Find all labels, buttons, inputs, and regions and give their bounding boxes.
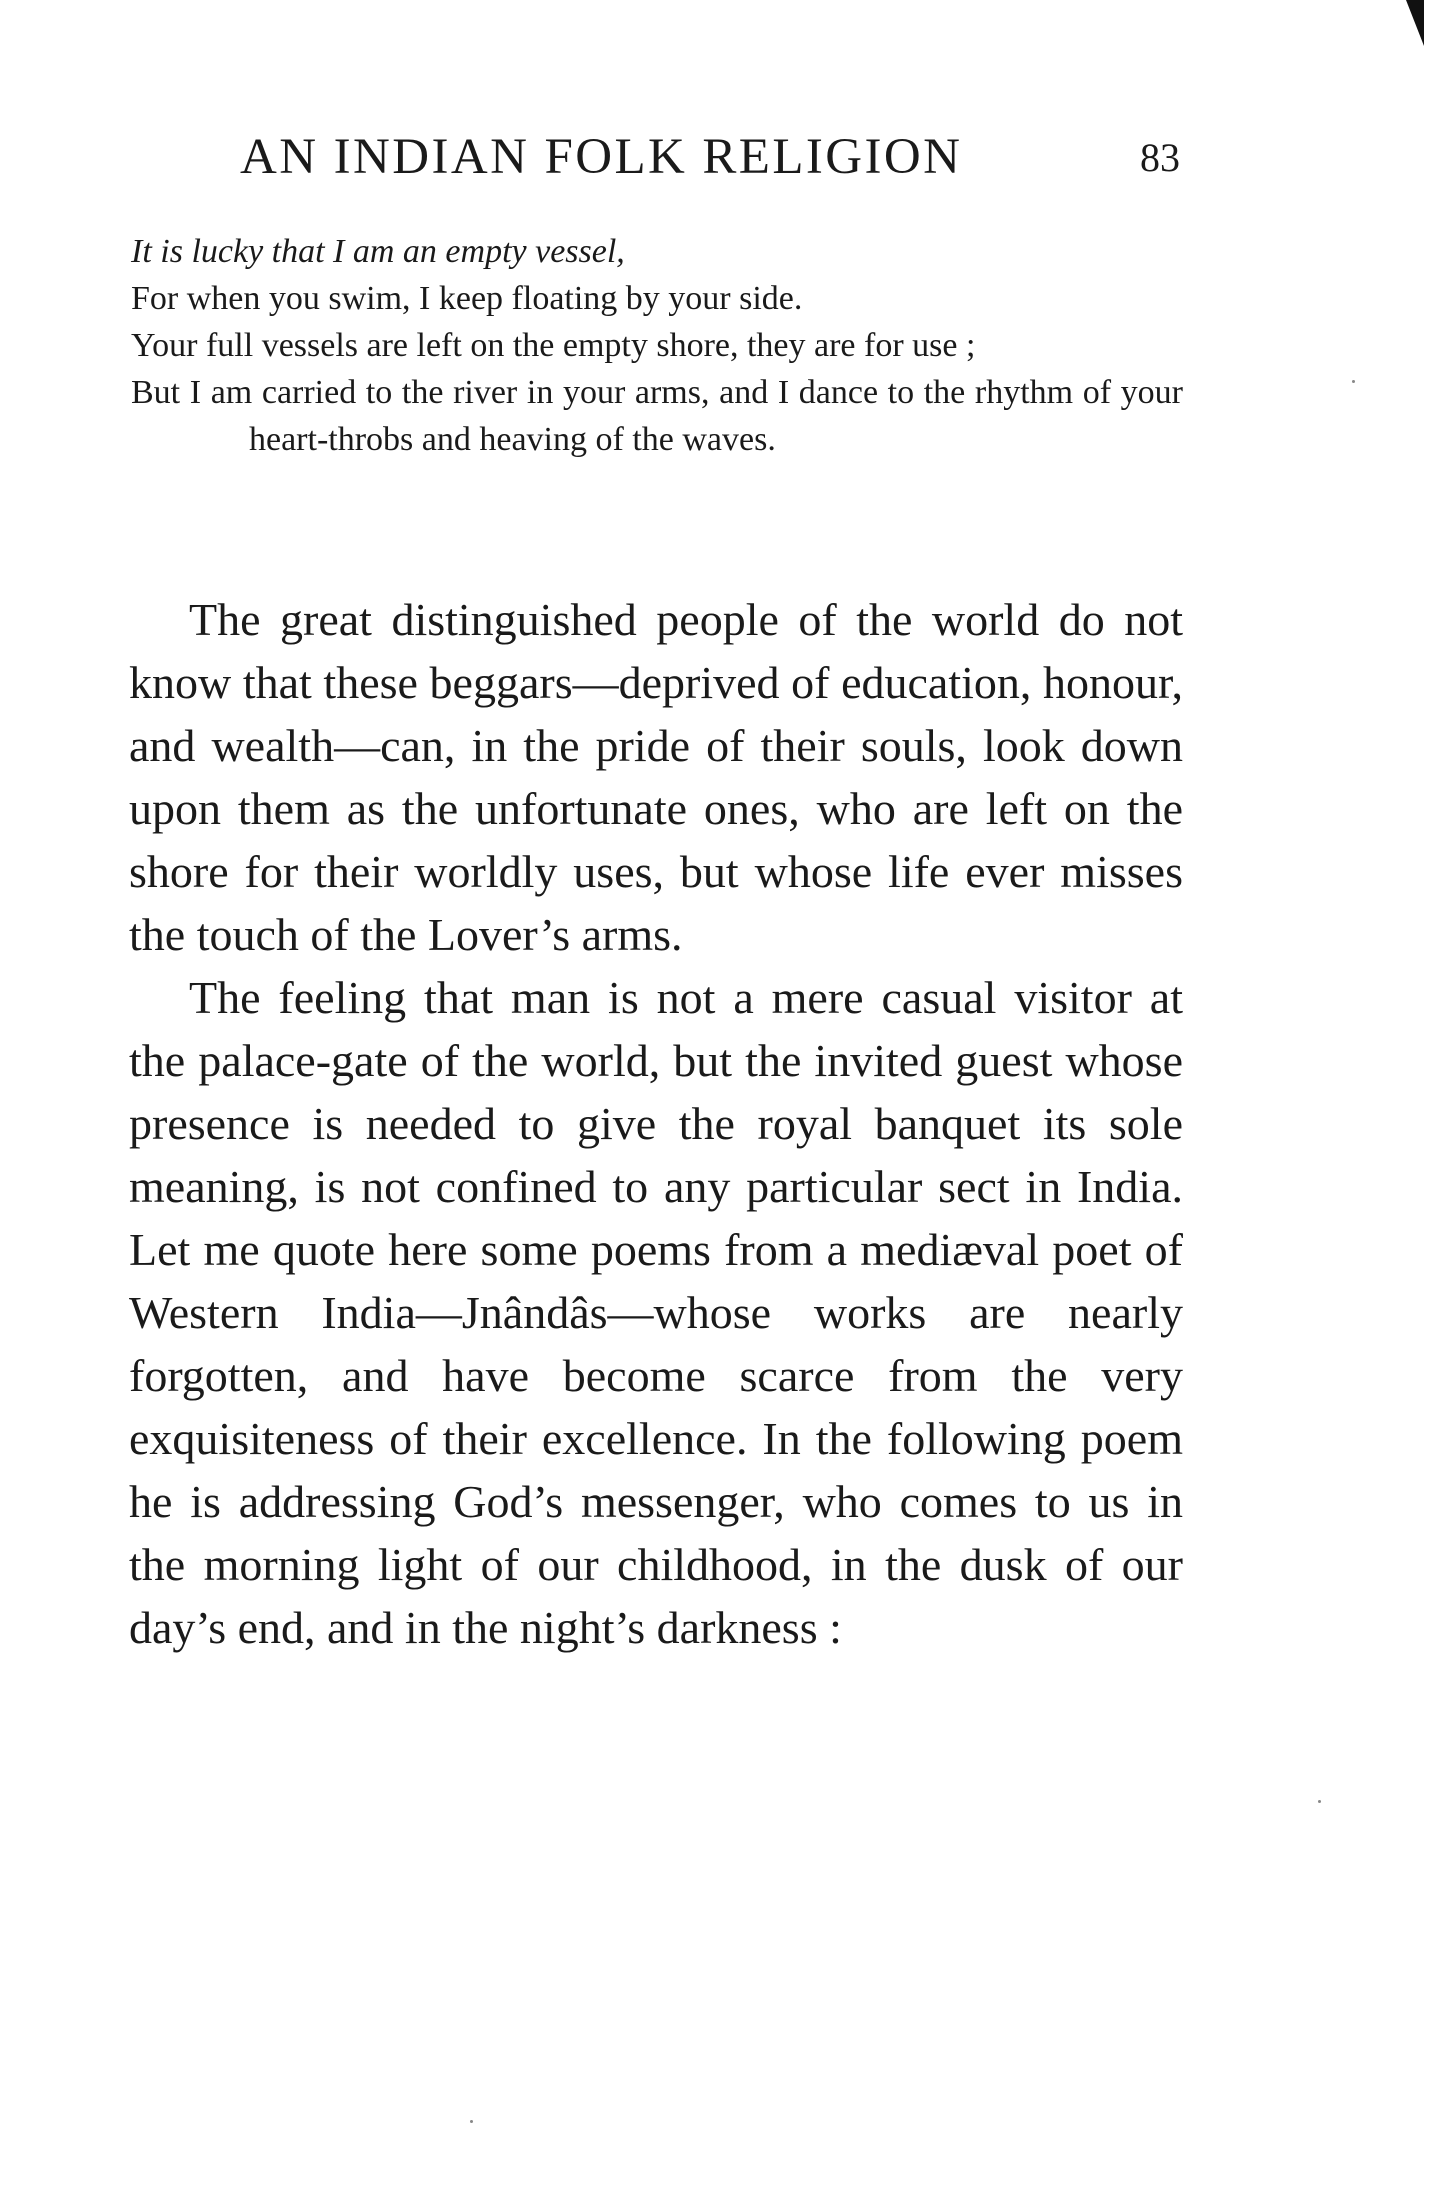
running-header [240,128,1180,188]
poem-line: It is lucky that I am an empty vessel, [131,233,625,270]
poem-line: For when you swim, I keep floating by your side. [131,280,803,317]
paragraph: The feeling that man is not a mere casual visitor at the palace-gate of the world, but the invited guest whose presence is needed to give the royal banquet its sole meaning, is not confined to any particular sect in India. Let me quote here some poems from a mediæval poet of Western India—Jnândâs—whose works are nearly forgotten, and have become scarce from the very exquisiteness of their excellence. In the following poem he is addressing God’s messenger, who comes to us in the morning light of our childhood, in the dusk of our day’s end, and in the night’s darkness : [129,972,1183,1653]
poem-line: Your full vessels are left on the empty shore, they are for use ; [131,327,976,364]
poem-line: But I am carried to the river in your arms, and I dance to the rhythm of your heart-throbs and heaving of the waves. [131,374,1183,458]
body-text [129,588,1183,1659]
poem-excerpt [131,228,1183,463]
paper-speck [470,2120,473,2123]
paragraph: The great distinguished people of the world do not know that these beggars—deprived of education, honour, and wealth—can, in the pride of their souls, look down upon them as the unfortunate ones, who are left on the shore for their worldly uses, but whose life ever misses the touch of the Lover’s arms. [129,594,1183,960]
paper-speck [1352,380,1355,383]
page-corner-mark [1406,0,1424,46]
running-title: AN INDIAN FOLK RELIGION [240,129,963,185]
page-number: 83 [1140,135,1180,180]
paper-speck [1318,1800,1321,1803]
